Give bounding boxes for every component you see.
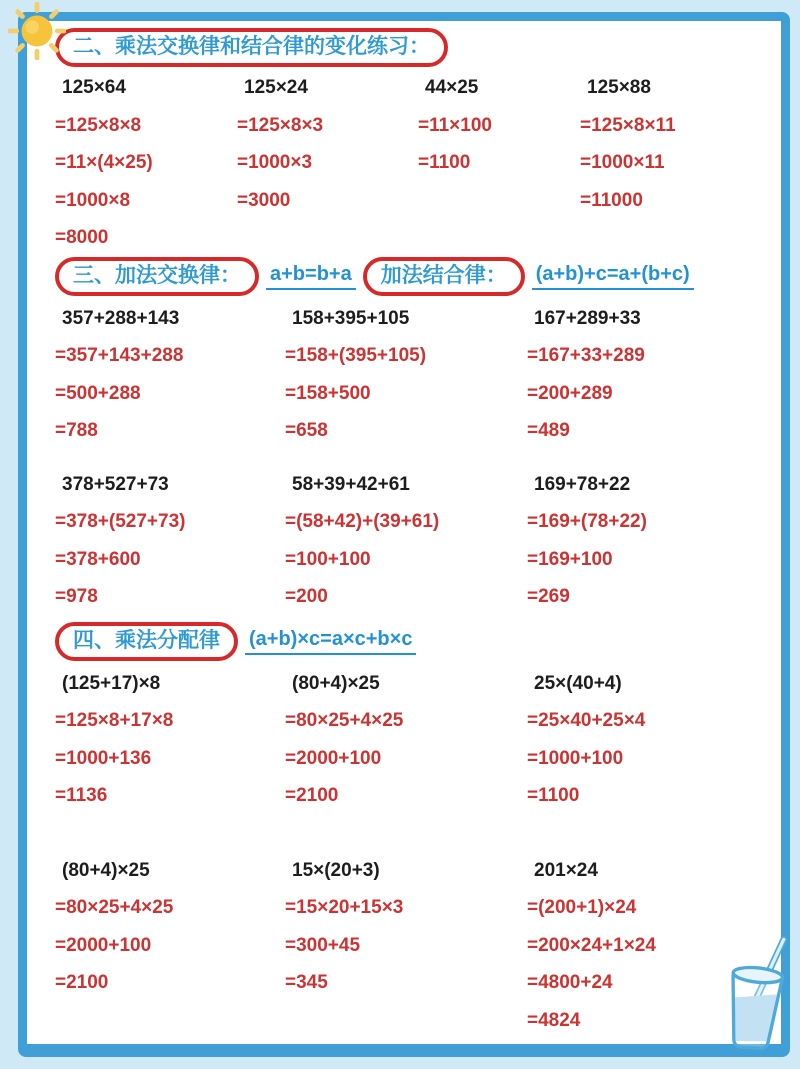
solution-step: =2100 (55, 972, 109, 993)
associative-formula: (a+b)+c=a+(b+c) (532, 263, 694, 290)
solution-step: =1136 (55, 785, 108, 806)
problem-expression: 169+78+22 (534, 473, 631, 495)
problem-column (527, 300, 775, 450)
solution-step: =(58+42)+(39+61) (285, 511, 440, 532)
solution-step: =169+100 (527, 548, 613, 570)
solution-step: =200+289 (527, 382, 613, 404)
problem-column (285, 665, 527, 815)
problem-column (580, 69, 775, 219)
solution-step: =2000+100 (55, 934, 152, 956)
solution-step: =500+288 (55, 382, 141, 404)
solution-step: =1000+136 (55, 747, 152, 769)
section-distributive-law (55, 622, 775, 1040)
section-4-header (55, 622, 775, 661)
solution-step: =2100 (285, 785, 339, 806)
problem-column (285, 852, 527, 1002)
problem-column (285, 300, 527, 450)
solution-step: =(200+1)×24 (527, 897, 637, 918)
solution-step: =1100 (418, 152, 471, 173)
solution-step: =978 (55, 586, 98, 607)
section-3-header (55, 257, 775, 296)
section-4-title: 四、乘法分配律 (73, 628, 220, 652)
problem-expression: 378+527+73 (62, 473, 169, 495)
solution-step: =25×40+25×4 (527, 710, 646, 731)
worksheet-card (18, 12, 790, 1057)
solution-step: =378+(527+73) (55, 511, 186, 532)
problem-column (285, 466, 527, 616)
section-4-title-box (55, 622, 238, 661)
problem-column (418, 69, 580, 182)
solution-step: =125×8×3 (237, 114, 324, 136)
solution-step: =11×100 (418, 114, 492, 136)
problem-expression: 125×24 (244, 77, 308, 98)
solution-step: =1000+100 (527, 747, 624, 769)
section-3-subtitle: 加法结合律： (380, 263, 507, 287)
solution-step: =1100 (527, 785, 580, 806)
solution-step: =80×25+4×25 (55, 897, 174, 918)
problem-column (527, 466, 775, 616)
solution-step: =200 (285, 586, 328, 607)
section-2-title: 二、乘法交换律和结合律的变化练习： (73, 35, 430, 58)
section-3-title: 三、加法交换律： (73, 263, 241, 287)
solution-step: =125×8+17×8 (55, 710, 174, 731)
cup-with-straw-icon (710, 931, 798, 1055)
solution-step: =200×24+1×24 (527, 934, 656, 956)
solution-step: =125×8×11 (580, 114, 676, 136)
solution-step: =8000 (55, 227, 109, 248)
solution-step: =80×25+4×25 (285, 710, 404, 731)
problem-expression: 167+289+33 (534, 307, 641, 329)
problem-column (55, 300, 285, 450)
section-3-problem-row-2 (55, 466, 775, 616)
solution-step: =100+100 (285, 548, 371, 570)
problem-expression: 201×24 (534, 859, 598, 881)
section-multiplication-laws (55, 28, 775, 257)
solution-step: =269 (527, 586, 570, 607)
problem-column (55, 69, 237, 257)
problem-column (55, 466, 285, 616)
problem-expression: 25×(40+4) (534, 672, 622, 694)
section-3-title-box (55, 257, 259, 296)
solution-step: =300+45 (285, 934, 361, 956)
solution-step: =158+500 (285, 382, 371, 404)
solution-step: =4800+24 (527, 972, 613, 993)
problem-expression: 125×88 (587, 77, 651, 98)
solution-step: =489 (527, 420, 570, 441)
problem-column (527, 665, 775, 815)
distributive-formula: (a+b)×c=a×c+b×c (245, 628, 416, 655)
problem-column (237, 69, 418, 219)
solution-step: =1000×8 (55, 189, 131, 211)
problem-expression: 357+288+143 (62, 307, 180, 329)
commutative-formula: a+b=b+a (266, 263, 356, 290)
section-4-problem-row-2 (55, 852, 775, 1040)
problem-expression: 125×64 (62, 77, 126, 98)
sun-icon (8, 2, 66, 60)
solution-step: =378+600 (55, 548, 141, 570)
solution-step: =4824 (527, 1009, 581, 1031)
solution-step: =1000×3 (237, 152, 313, 173)
solution-step: =3000 (237, 189, 291, 211)
problem-expression: (80+4)×25 (62, 859, 150, 881)
solution-step: =345 (285, 972, 328, 993)
section-2-problem-row (55, 69, 775, 257)
section-2-title-box (55, 28, 448, 67)
problem-column (55, 852, 285, 1002)
solution-step: =125×8×8 (55, 114, 142, 136)
section-addition-laws (55, 257, 775, 616)
problem-expression: (80+4)×25 (292, 672, 380, 694)
section-3-subtitle-box (363, 257, 525, 296)
solution-step: =11×(4×25) (55, 152, 153, 173)
problem-expression: 158+395+105 (292, 307, 410, 329)
problem-column (55, 665, 285, 815)
problem-expression: 15×(20+3) (292, 859, 380, 881)
section-4-problem-row-1 (55, 665, 775, 815)
solution-step: =357+143+288 (55, 345, 184, 366)
solution-step: =1000×11 (580, 152, 665, 173)
solution-step: =11000 (580, 189, 643, 211)
solution-step: =158+(395+105) (285, 345, 427, 366)
problem-expression: 58+39+42+61 (292, 473, 410, 495)
solution-step: =788 (55, 420, 98, 441)
solution-step: =15×20+15×3 (285, 897, 404, 918)
solution-step: =169+(78+22) (527, 511, 647, 532)
problem-expression: (125+17)×8 (62, 672, 161, 694)
section-3-problem-row-1 (55, 300, 775, 450)
solution-step: =2000+100 (285, 747, 382, 769)
solution-step: =658 (285, 420, 328, 441)
problem-expression: 44×25 (425, 77, 479, 98)
solution-step: =167+33+289 (527, 345, 645, 366)
